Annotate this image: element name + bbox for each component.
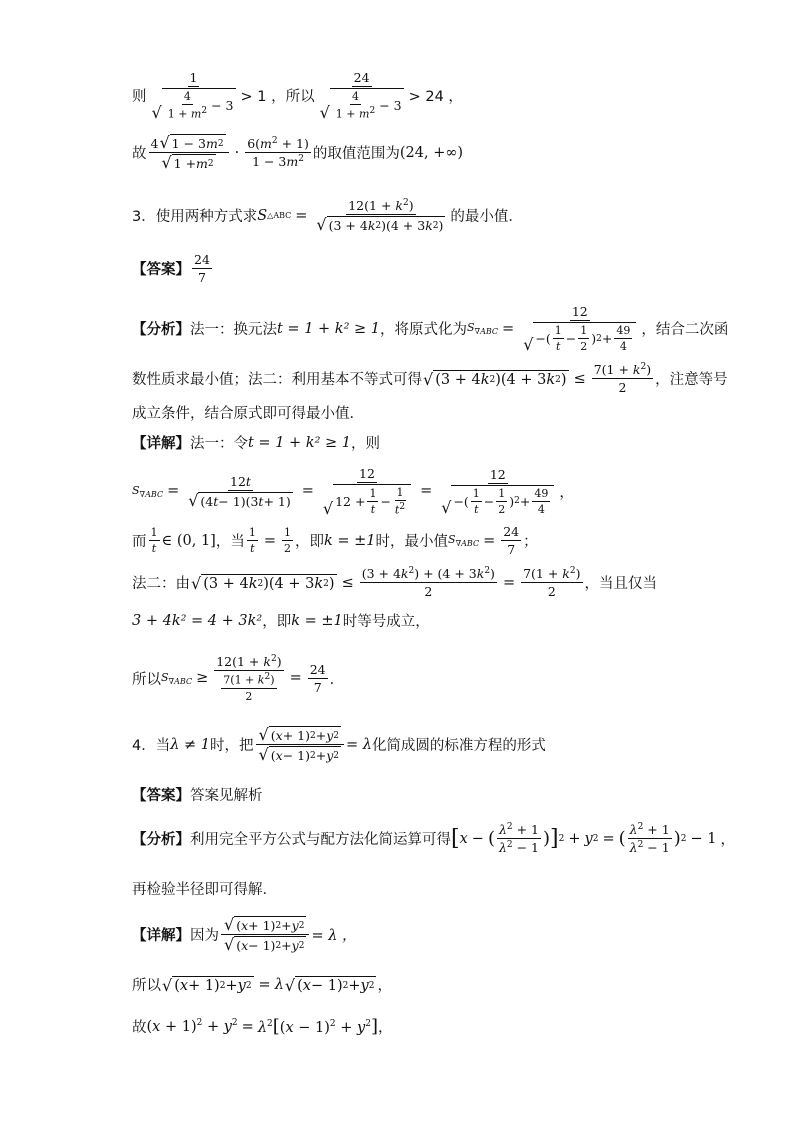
analysis-3-line-1: 【分析】 法一：换元法 t = 1 + k² ≥ 1 ，将原式化为 $S_{\nabla ABC}$ = 12 √ −( $\frac{1}{t}$ − $\frac{1}{2}$ ) 2 + $\frac{49}{4}$ ，结合二次函: [132, 304, 729, 354]
detail-3-line-3: 而 $\frac{1}{t}$ ∈ (0, 1] ，当 $\frac{1}{t}$ = $\frac{1}{2}$ ，即 k = ±1 时，最小值 $S_{\nabla ABC}$ = $\frac{24}{7}$ ；: [132, 524, 538, 557]
answer-fraction: $\frac{24}{7}$: [194, 252, 210, 285]
detail-3-line-5: 3 + 4k² = 4 + 3k² ，即 k = ±1 时等号成立，: [132, 612, 430, 630]
answer-3: [132, 252, 214, 285]
detail-label: 【详解】: [132, 928, 190, 944]
analysis-4-line-2: 再检验半径即可得解．: [132, 882, 277, 898]
area-symbol: S: [257, 207, 268, 224]
text-range: 的取值范围为: [312, 146, 400, 162]
range-value: (24, +∞): [399, 144, 464, 161]
question-tail: 的最小值．: [450, 209, 523, 226]
analysis-label: 【分析】: [132, 322, 190, 338]
analysis-4-line-1: 【分析】 利用完全平方公式与配方法化简运算可得 [ x − ( $\frac{\lambda^2 + 1}{\lambda^2 - 1}$ ) ] 2 + y 2 = ( $\frac{\lambda^2 + 1}{\lambda^2 - 1}$ ) 2 − 1 ，: [132, 822, 735, 856]
area-subscript: △ABC: [267, 211, 292, 221]
line-2: 故 4 √ 1 − 3 m 2 √ 1 + m 2 · $\frac{6(m^2 + 1)}{1 - 3m^2}$ 的取值范围为 (24, +∞): [132, 133, 464, 172]
fraction-area: $12(1 + k^2)$ √ (3 + 4 k 2 )(4 + 3 k 2 ): [316, 198, 444, 235]
analysis-3-line-3: 成立条件，结合原式即可得最小值．: [132, 406, 364, 422]
question-4: 4． 当 λ ≠ 1 时，把 √ ( x + 1) 2 + y 2 √ ( x − 1) 2 + y 2 = λ 化简成圆的标准方程的形式: [132, 725, 546, 764]
detail-label: 【详解】: [132, 436, 190, 452]
text-gt-24: > 24 ，: [408, 88, 463, 105]
answer-label: 【答案】: [132, 262, 190, 278]
question-3: [132, 198, 523, 233]
question-number: 3．: [132, 209, 156, 226]
analysis-label: 【分析】: [132, 832, 190, 849]
detail-4-line-2: 所以 √ ( x + 1) 2 + y 2 = λ √ ( x − 1) 2 + y 2 ，: [132, 975, 392, 995]
equals-sign: =: [295, 207, 308, 224]
detail-3-line-6: 所以 $S_{\nabla ABC}$ ≥ $\frac{12(1 + k^2)}{\frac{7(1 + k^2)}{2}}$ = $\frac{24}{7}$ ．: [132, 654, 345, 703]
detail-3-line-2: $S_{\nabla ABC}$ = 12t √ (4 t − 1)(3 t + 1) = 12 √ 12 + $\frac{1}{t}$ − $\frac{1}{t^2}$ = 12 √ −( $\frac{1}{t}$ − $\frac{1}{2}$ ) 2 + $\frac{49}{4}$ ，: [132, 466, 574, 518]
fraction-1-over-sqrt: 1 √ $\frac{4}{1 + m^2}$ − 3: [151, 70, 234, 122]
answer-label: 【答案】: [132, 788, 190, 804]
question-text: 使用两种方式求: [155, 209, 258, 226]
detail-3-line-4: 法二：由 √ (3 + 4 k 2 )(4 + 3 k 2 ) ≤ $\frac{(3 + 4k^2) + (4 + 3k^2)}{2}$ = $\frac{7(1 + k^2)}{2}$ ，当且仅当: [132, 566, 657, 600]
line-1: [132, 70, 463, 121]
text-therefore: 故: [132, 146, 147, 162]
detail-4-line-1: 【详解】 因为 √ ( x + 1) 2 + y 2 √ ( x − 1) 2 + y 2 = λ ，: [132, 915, 357, 954]
detail-3-line-1: 【详解】 法一：令 t = 1 + k² ≥ 1 ，则: [132, 432, 380, 453]
text-then: 则: [132, 88, 147, 105]
fraction-sqrt-expr: 4 √ 1 − 3 m 2 √ 1 + m 2: [149, 134, 229, 171]
detail-4-line-3: 故 $(x + 1)^2 + y^2$ = $\lambda^2[(x - 1)^2 + y^2]$ ，: [132, 1016, 393, 1037]
fraction-6m: $\frac{6(m^2 + 1)}{1 - 3m^2}$: [247, 135, 309, 170]
fraction-24-over-sqrt: 24 √ $\frac{4}{1 + m^2}$ − 3: [319, 70, 402, 122]
text-so: > 1 ，所以: [240, 88, 315, 105]
answer-4: 【答案】 答案见解析: [132, 784, 263, 805]
analysis-3-line-2: 数性质求最小值；法二：利用基本不等式可得 √ (3 + 4 k 2 )(4 + 3 k 2 ) ≤ $\frac{7(1 + k^2)}{2}$ ，注意等号: [132, 362, 728, 396]
question-number: 4．: [132, 738, 156, 754]
fraction-ana3: 12 √ −( $\frac{1}{t}$ − $\frac{1}{2}$ ) 2 + $\frac{49}{4}$: [520, 304, 639, 353]
